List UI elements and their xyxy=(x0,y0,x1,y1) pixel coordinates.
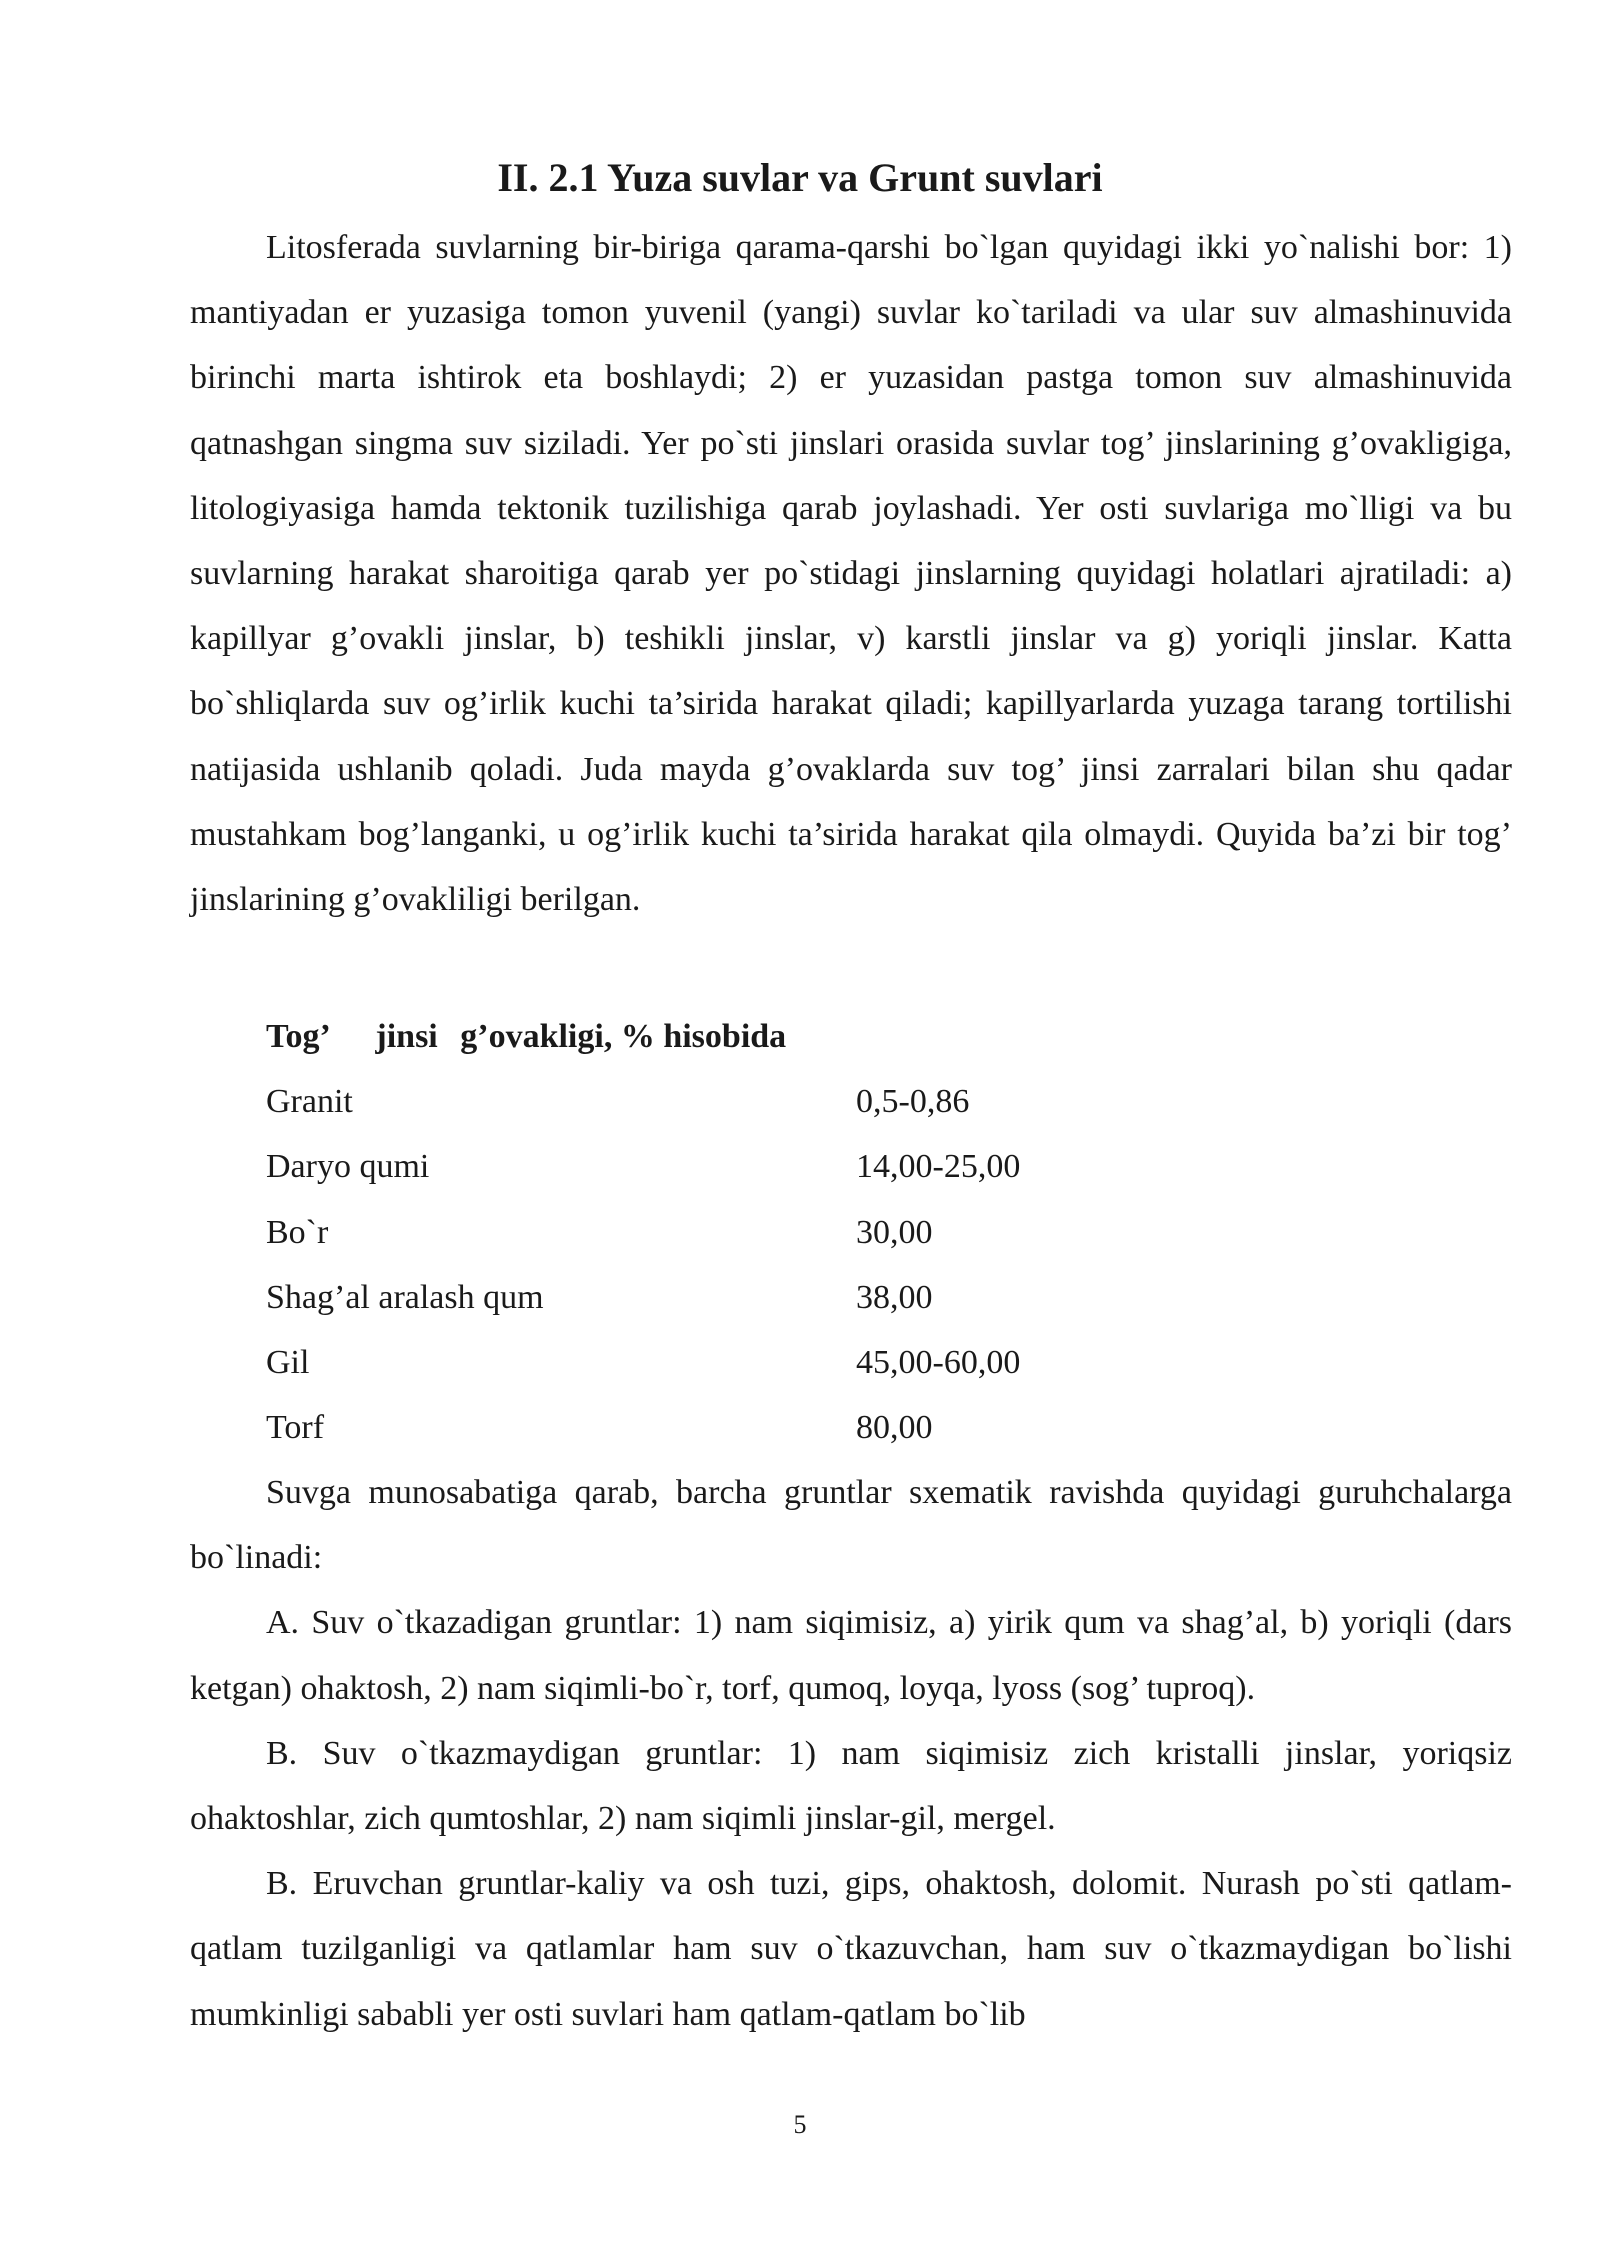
rock-name: Bo`r xyxy=(266,1213,329,1251)
paragraph: B. Eruvchan gruntlar-kaliy va osh tuzi, gips, ohaktosh, dolomit. Nurash po`sti qatlam-qatlam tuzilganligi va qatlamlar ham suv o`tkazuvchan, ham suv o`tkazmaydigan bo`lishi mumkinligi sababli yer osti suvlari ham qatlam-qatlam bo`lib xyxy=(190,1865,1512,2033)
table-row xyxy=(266,1265,1266,1330)
table-header-word: jinsi xyxy=(375,1018,438,1055)
classification-text xyxy=(190,1460,1512,2047)
paragraph: Suvga munosabatiga qarab, barcha gruntlar sxematik ravishda quyidagi guruhchalarga bo`linadi: xyxy=(190,1474,1512,1577)
porosity-value: 45,00-60,00 xyxy=(856,1343,1021,1381)
rock-name: Shag’al aralash qum xyxy=(266,1278,544,1316)
table-row xyxy=(266,1200,1266,1265)
table-header-word: g’ovakligi, % hisobida xyxy=(460,1018,787,1055)
table-header-word: Tog’ xyxy=(266,1018,331,1055)
rock-name: Gil xyxy=(266,1343,310,1381)
table-row xyxy=(266,1395,1266,1460)
paragraph: A. Suv o`tkazadigan gruntlar: 1) nam siqimisiz, a) yirik qum va shag’al, b) yoriqli (dars ketgan) ohaktosh, 2) nam siqimli-bo`r, torf, qumoq, loyqa, lyoss (sog’ tuproq). xyxy=(190,1604,1512,1707)
section-heading: II. 2.1 Yuza suvlar va Grunt suvlari xyxy=(497,155,1103,200)
table-row xyxy=(266,1069,1266,1134)
porosity-value: 0,5-0,86 xyxy=(856,1083,970,1121)
rock-name: Daryo qumi xyxy=(266,1148,430,1186)
table-row xyxy=(266,1134,1266,1199)
porosity-value: 80,00 xyxy=(856,1409,933,1447)
table-header xyxy=(266,1004,1266,1069)
rock-name: Granit xyxy=(266,1083,353,1121)
porosity-value: 38,00 xyxy=(856,1278,933,1316)
page-number: 5 xyxy=(793,2110,807,2139)
paragraph: B. Suv o`tkazmaydigan gruntlar: 1) nam siqimisiz zich kristalli jinslar, yoriqsiz ohaktoshlar, zich qumtoshlar, 2) nam siqimli jinslar-gil, mergel. xyxy=(190,1734,1512,1838)
paragraph: Litosferada suvlarning bir-biriga qarama-qarshi bo`lgan quyidagi ikki yo`nalishi bor: 1) mantiyadan er yuzasiga tomon yuvenil (yangi) suvlar ko`tariladi va ular suv almashinuvida birinchi marta ishtirok eta boshlaydi; 2) er yuzasidan pastga tomon suv almashinuvida qatnashgan singma suv siziladi. Yer po`sti jinslari orasida suvlar tog’ jinslarining g’ovakligiga, litologiyasiga hamda tektonik tuzilishiga qarab joylashadi. Yer osti suvlariga mo`lligi va bu suvlarning harakat sharoitiga qarab yer po`stidagi jinslarning quyidagi holatlari ajratiladi: a) kapillyar g’ovakli jinslar, b) teshikli jinslar, v) karstli jinslar va g) yoriqli jinslar. Katta bo`shliqlarda suv og’irlik kuchi ta’sirida harakat qiladi; kapillyarlarda yuzaga tarang tortilishi natijasida ushlanib qoladi. Juda mayda g’ovaklarda suv tog’ jinsi zarralari bilan shu qadar mustahkam bog’langanki, u og’irlik kuchi ta’sirida harakat qila olmaydi. Quyida ba’zi bir tog’ jinslarining g’ovakliligi berilgan. xyxy=(190,229,1512,919)
porosity-value: 14,00-25,00 xyxy=(856,1148,1021,1186)
intro-text xyxy=(190,215,1512,932)
rock-name: Torf xyxy=(266,1409,325,1447)
porosity-value: 30,00 xyxy=(856,1213,933,1251)
table-row xyxy=(266,1330,1266,1395)
porosity-table xyxy=(266,1004,1266,1460)
